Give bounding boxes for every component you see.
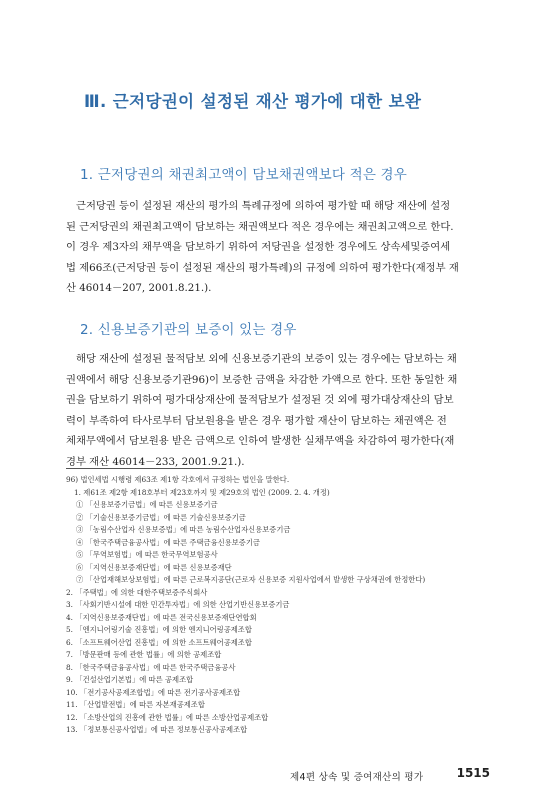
section-title-1: 1. 근저당권의 채권최고액이 담보채권액보다 적은 경우 — [80, 167, 408, 183]
paragraph-line: 된 근저당권의 채권최고액이 담보하는 채권액보다 적은 경우에는 채권최고액으로 한다. — [66, 220, 454, 233]
footnote-line: ③ 「농림수산업자 신용보증법」에 따른 농림수산업자신용보증기금 — [76, 525, 291, 534]
paragraph-line: 이 경우 제3자의 채무액을 담보하기 위하여 저당권을 설정한 경우에도 상속세및증여세 — [66, 241, 451, 253]
paragraph-line: 권액에서 해당 신용보증기관96)이 보증한 금액을 차감한 가액으로 한다. 또한 동일한 채 — [66, 373, 458, 386]
footnote-line: 8. 「한국주택금융공사법」에 따른 한국주택금융공사 — [66, 662, 236, 672]
section-1-paragraph — [66, 196, 488, 299]
footnote-line: 2. 「주택법」에 의한 대한주택보증주식회사 — [66, 587, 208, 597]
footnote-line: ④ 「한국주택금융공사법」에 따른 주택금융신용보증기금 — [76, 537, 260, 547]
footnote-line: 3. 「사회기반시설에 대한 민간투자법」에 의한 산업기반신용보증기금 — [66, 600, 290, 609]
paragraph-line: 경부 재산 46014－233, 2001.9.21.). — [66, 455, 245, 468]
footnote-line: 5. 「엔지니어링기술 진흥법」에 의한 엔지니어링공제조합 — [66, 625, 252, 634]
footnote-line: ⑤ 「무역보험법」에 따른 한국무역보험공사 — [76, 550, 218, 559]
footnote-line: ⑦ 「산업재해보상보험법」에 따른 근로복지공단(근로자 신용보증 지원사업에서 발생한 구상채권에 한정한다) — [76, 575, 426, 584]
paragraph-line: 해당 재산에 설정된 물적담보 외에 신용보증기관의 보증이 있는 경우에는 담보하는 채 — [76, 353, 457, 365]
paragraph-line: 법 제66조(근저당권 등이 설정된 재산의 평가특례)의 규정에 의하여 평가한다(재정부 재 — [66, 261, 459, 274]
chapter-title: Ⅲ. 근저당권이 설정된 재산 평가에 대한 보완 — [84, 92, 422, 111]
footnote-line: ⑥ 「지역신용보증재단법」에 따른 신용보증재단 — [76, 562, 232, 572]
footnote-line: ① 「신용보증기금법」에 따른 신용보증기금 — [76, 500, 218, 509]
page-footer — [290, 766, 490, 784]
footnotes — [66, 474, 496, 737]
footnote-line: 96) 법인세법 시행령 제63조 제1항 각호에서 규정하는 법인을 말한다. — [66, 475, 290, 484]
paragraph-line: 근저당권 등이 설정된 재산의 평가의 특례규정에 의하여 평가할 때 해당 재산에 설정 — [76, 200, 451, 212]
paragraph-line: 체채무액에서 담보원용 받은 금액으로 인하여 발생한 실채무액을 차감하여 평가한다(재 — [66, 435, 455, 447]
section-title-2: 2. 신용보증기관의 보증이 있는 경우 — [80, 322, 297, 338]
footnote-line: 13. 「정보통신공사업법」에 따른 정보통신공사공제조합 — [66, 725, 248, 734]
page-number: 1515 — [456, 766, 490, 780]
footnote-line: 1. 제61조 제2항 제18호부터 제23호까지 및 제29호의 법인 (2009. 2. 4. 개정) — [74, 487, 330, 497]
footnote-line: 10. 「전기공사공제조합법」에 따른 전기공사공제조합 — [66, 687, 241, 697]
footnote-line: 12. 「소방산업의 진흥에 관한 법률」에 따른 소방산업공제조합 — [66, 712, 269, 722]
footnote-divider — [66, 468, 226, 469]
footnote-line: 7. 「방문판매 등에 관한 법률」에 의한 공제조합 — [66, 650, 222, 659]
footnote-line: 6. 「소프트웨어산업 진흥법」에 의한 소프트웨어공제조합 — [66, 637, 252, 647]
footnote-line: ② 「기술신용보증기금법」에 따른 기술신용보증기금 — [76, 512, 246, 522]
section-2-paragraph — [66, 349, 488, 472]
paragraph-line: 산 46014－207, 2001.8.21.). — [66, 282, 212, 294]
paragraph-line: 권을 담보하기 위하여 평가대상재산에 물적담보가 설정된 것 외에 평가대상재산의 담보 — [66, 394, 454, 406]
footnote-line: 9. 「건설산업기본법」에 따른 공제조합 — [66, 675, 194, 684]
paragraph-line: 력이 부족하여 타사로부터 담보원용을 받은 경우 평가할 재산이 담보하는 채권액은 전 — [66, 414, 447, 427]
footer-part-title: 제4편 상속 및 증여재산의 평가 — [290, 772, 424, 783]
footnote-line: 11. 「산업발전법」에 따른 자본재공제조합 — [66, 700, 205, 709]
footnote-line: 4. 「지역신용보증재단법」에 따른 전국신용보증재단연합회 — [66, 612, 257, 622]
